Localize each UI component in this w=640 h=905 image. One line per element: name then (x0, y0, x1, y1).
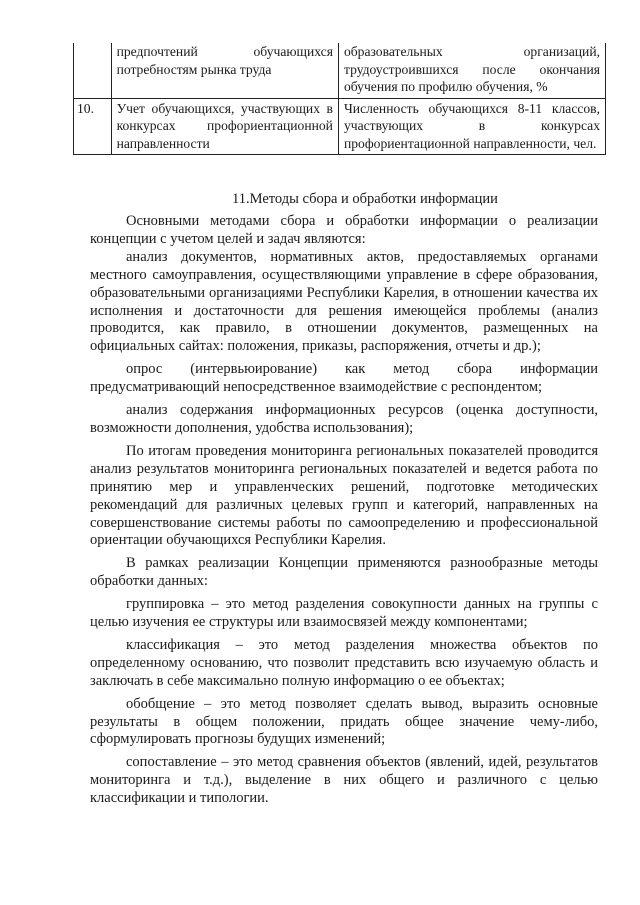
paragraph: сопоставление – это метод сравнения объектов (явлений, идей, результатов мониторинга и т.д.), выделение в них общего и различного с целью классификации и типологии. (90, 754, 598, 807)
body-text (90, 213, 598, 808)
table-row (74, 43, 606, 98)
paragraph: обобщение – это метод позволяет сделать вывод, выразить основные результаты в общем положении, придать общее значение чему-либо, сформулировать прогнозы будущих изменений; (90, 695, 598, 748)
paragraph: Основными методами сбора и обработки информации о реализации концепции с учетом целей и задач являются: (90, 213, 598, 247)
indicator-cell: Численность обучающихся 8-11 классов, участвующих в конкурсах профориентационной направленности, чел. (338, 98, 605, 155)
paragraph: анализ содержания информационных ресурсов (оценка доступности, возможности дополнения, удобства использования); (90, 402, 598, 436)
row-number (74, 43, 112, 98)
indicator-cell: образовательных организаций, трудоустроившихся после окончания обучения по профилю обучения, % (338, 43, 605, 98)
criterion-cell: Учет обучающихся, участвующих в конкурсах профориентационной направленности (111, 98, 338, 155)
criterion-cell: предпочтений обучающихся потребностям рынка труда (111, 43, 338, 98)
paragraph: анализ документов, нормативных актов, предоставляемых органами местного самоуправления, осуществляющими управление в сфере образования, образовательными организациями Республики Карелия, в отношении качества их исполнения и достаточности для решения имеющейся проблемы (анализ проводится, как правило, в отношении документов, размещенных на официальных сайтах: положения, приказы, распоряжения, отчеты и др.); (90, 248, 598, 355)
criteria-table (73, 43, 606, 155)
paragraph: классификация – это метод разделения множества объектов по определенному основанию, что позволит представить всю изучаемую область и заключать в себе максимально полную информацию о ее объектах; (90, 636, 598, 689)
table-row (74, 98, 606, 155)
paragraph: опрос (интервьюирование) как метод сбора информации предусматривающий непосредственное взаимодействие с респондентом; (90, 361, 598, 396)
section-title: 11.Методы сбора и обработки информации (232, 191, 498, 207)
row-number: 10. (74, 98, 112, 155)
paragraph: По итогам проведения мониторинга региональных показателей проводится анализ результатов мониторинга региональных показателей и ведется работа по принятию мер и управленческих решений, подготовке методических рекомендаций для различных целевых групп и категорий, направленных на совершенствование системы работы по самоопределению и профессиональной ориентации обучающихся Республики Карелия. (90, 442, 598, 549)
paragraph: В рамках реализации Концепции применяются разнообразные методы обработки данных: (90, 555, 598, 590)
paragraph: группировка – это метод разделения совокупности данных на группы с целью изучения ее структуры или взаимосвязей между компонентами; (90, 596, 598, 631)
